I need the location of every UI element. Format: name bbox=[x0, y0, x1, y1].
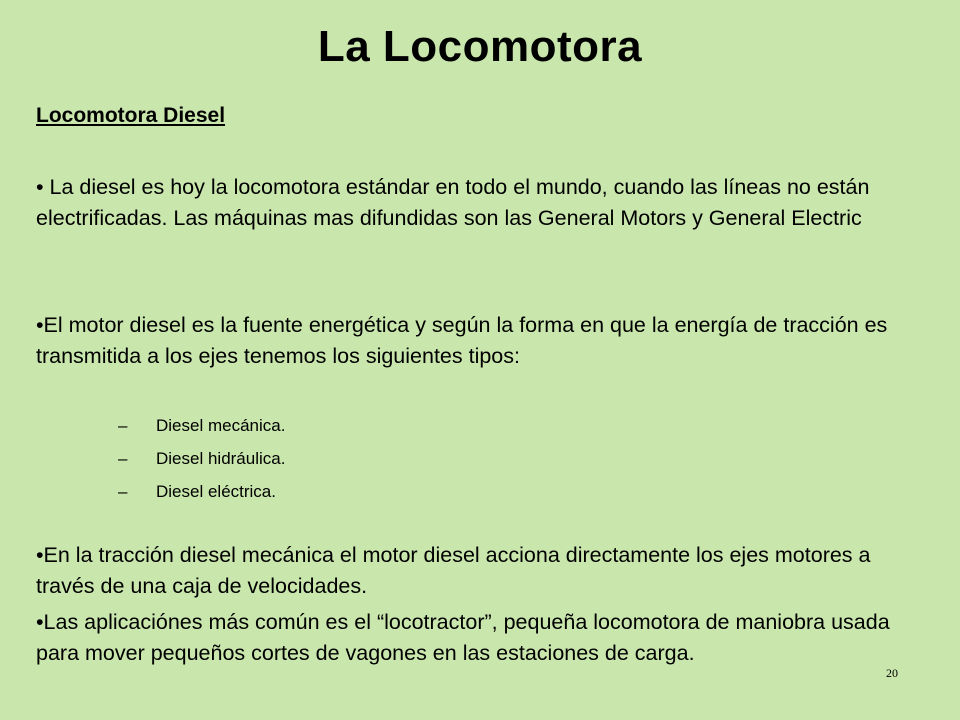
bullet-paragraph-4: •Las aplicaciónes más común es el “locotractor”, pequeña locomotora de maniobra usada para mover pequeños cortes de vagones en las estaciones de carga. bbox=[36, 610, 890, 665]
list-item bbox=[118, 475, 285, 508]
bullet-paragraph-2: •El motor diesel es la fuente energética y según la forma en que la energía de tracción es transmitida a los ejes tenemos los siguientes tipos: bbox=[36, 313, 888, 368]
diesel-types-list bbox=[118, 409, 285, 508]
list-item-text: Diesel eléctrica. bbox=[156, 482, 276, 501]
dash-marker: – bbox=[118, 449, 128, 468]
slide-title: La Locomotora bbox=[317, 22, 643, 71]
list-item-text: Diesel hidráulica. bbox=[156, 449, 286, 468]
section-heading: Locomotora Diesel bbox=[36, 104, 226, 127]
bullet-paragraph-3: •En la tracción diesel mecánica el motor diesel acciona directamente los ejes motores a través de una caja de velocidades. bbox=[36, 543, 871, 598]
bullet-paragraph-1: • La diesel es hoy la locomotora estándar en todo el mundo, cuando las líneas no están electrificadas. Las máquinas mas difundidas son las General Motors y General Electric bbox=[36, 175, 870, 230]
dash-marker: – bbox=[118, 482, 128, 501]
list-item-text: Diesel mecánica. bbox=[156, 416, 286, 435]
list-item bbox=[118, 409, 285, 442]
list-item bbox=[118, 442, 285, 475]
dash-marker: – bbox=[118, 416, 128, 435]
page-number: 20 bbox=[886, 666, 898, 680]
